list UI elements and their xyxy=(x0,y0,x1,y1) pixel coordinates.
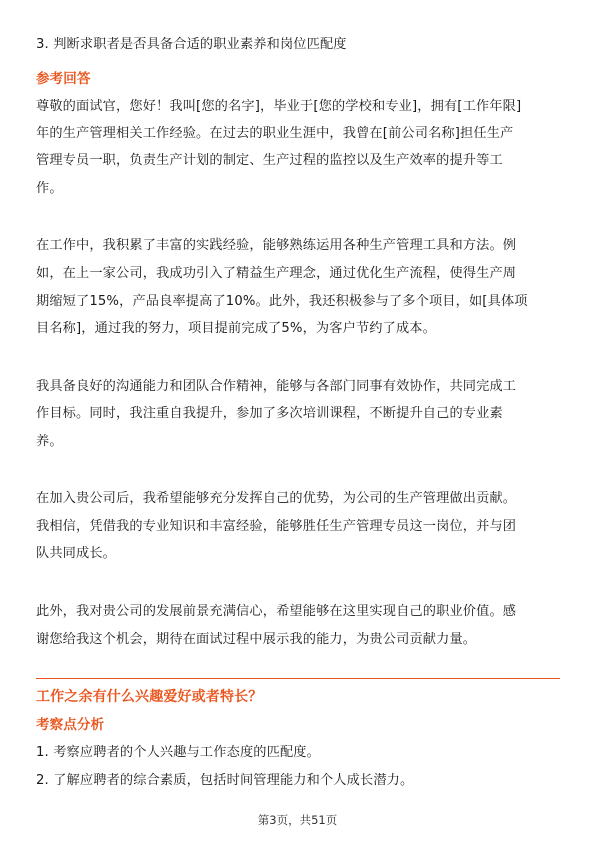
answer-line: 队共同成长。 xyxy=(36,546,117,561)
page-footer: 第3页，共51页 xyxy=(257,813,338,827)
analysis-item: 2. 了解应聘者的综合素质，包括时间管理能力和个人成长潜力。 xyxy=(36,773,414,788)
analysis-heading: 考察点分析 xyxy=(36,717,105,733)
answer-line: 作。 xyxy=(36,181,63,196)
analysis-item: 1. 考察应聘者的个人兴趣与工作态度的匹配度。 xyxy=(36,745,320,760)
answer-line: 在加入贵公司后，我希望能够充分发挥自己的优势，为公司的生产管理做出贡献。 xyxy=(36,491,517,506)
answer-line: 养。 xyxy=(36,434,63,449)
next-question-title: 工作之余有什么兴趣爱好或者特长？ xyxy=(36,689,263,705)
answer-heading: 参考回答 xyxy=(36,71,91,87)
answer-line: 作目标。同时，我注重自我提升，参加了多次培训课程，不断提升自己的专业素 xyxy=(36,406,503,421)
question-item: 3. 判断求职者是否具备合适的职业素养和岗位匹配度 xyxy=(36,37,347,52)
answer-line: 我具备良好的沟通能力和团队合作精神，能够与各部门同事有效协作，共同完成工 xyxy=(36,379,517,394)
section-divider xyxy=(36,678,560,679)
answer-line: 管理专员一职，负责生产计划的制定、生产过程的监控以及生产效率的提升等工 xyxy=(36,153,503,168)
answer-line: 尊敬的面试官，您好！我叫[您的名字]，毕业于[您的学校和专业]，拥有[工作年限] xyxy=(36,99,522,114)
answer-line: 此外，我对贵公司的发展前景充满信心，希望能够在这里实现自己的职业价值。感 xyxy=(36,604,517,619)
answer-line: 如，在上一家公司，我成功引入了精益生产理念，通过优化生产流程，使得生产周 xyxy=(36,266,517,281)
answer-line: 期缩短了15%，产品良率提高了10%。此外，我还积极参与了多个项目，如[具体项 xyxy=(36,294,528,309)
answer-line: 目名称]，通过我的努力，项目提前完成了5%，为客户节约了成本。 xyxy=(36,321,436,336)
answer-line: 谢您给我这个机会，期待在面试过程中展示我的能力，为贵公司贡献力量。 xyxy=(36,632,477,647)
answer-line: 在工作中，我积累了丰富的实践经验，能够熟练运用各种生产管理工具和方法。例 xyxy=(36,238,517,253)
answer-line: 我相信，凭借我的专业知识和丰富经验，能够胜任生产管理专员这一岗位，并与团 xyxy=(36,519,517,534)
answer-line: 年的生产管理相关工作经验。在过去的职业生涯中，我曾在[前公司名称]担任生产 xyxy=(36,126,514,141)
